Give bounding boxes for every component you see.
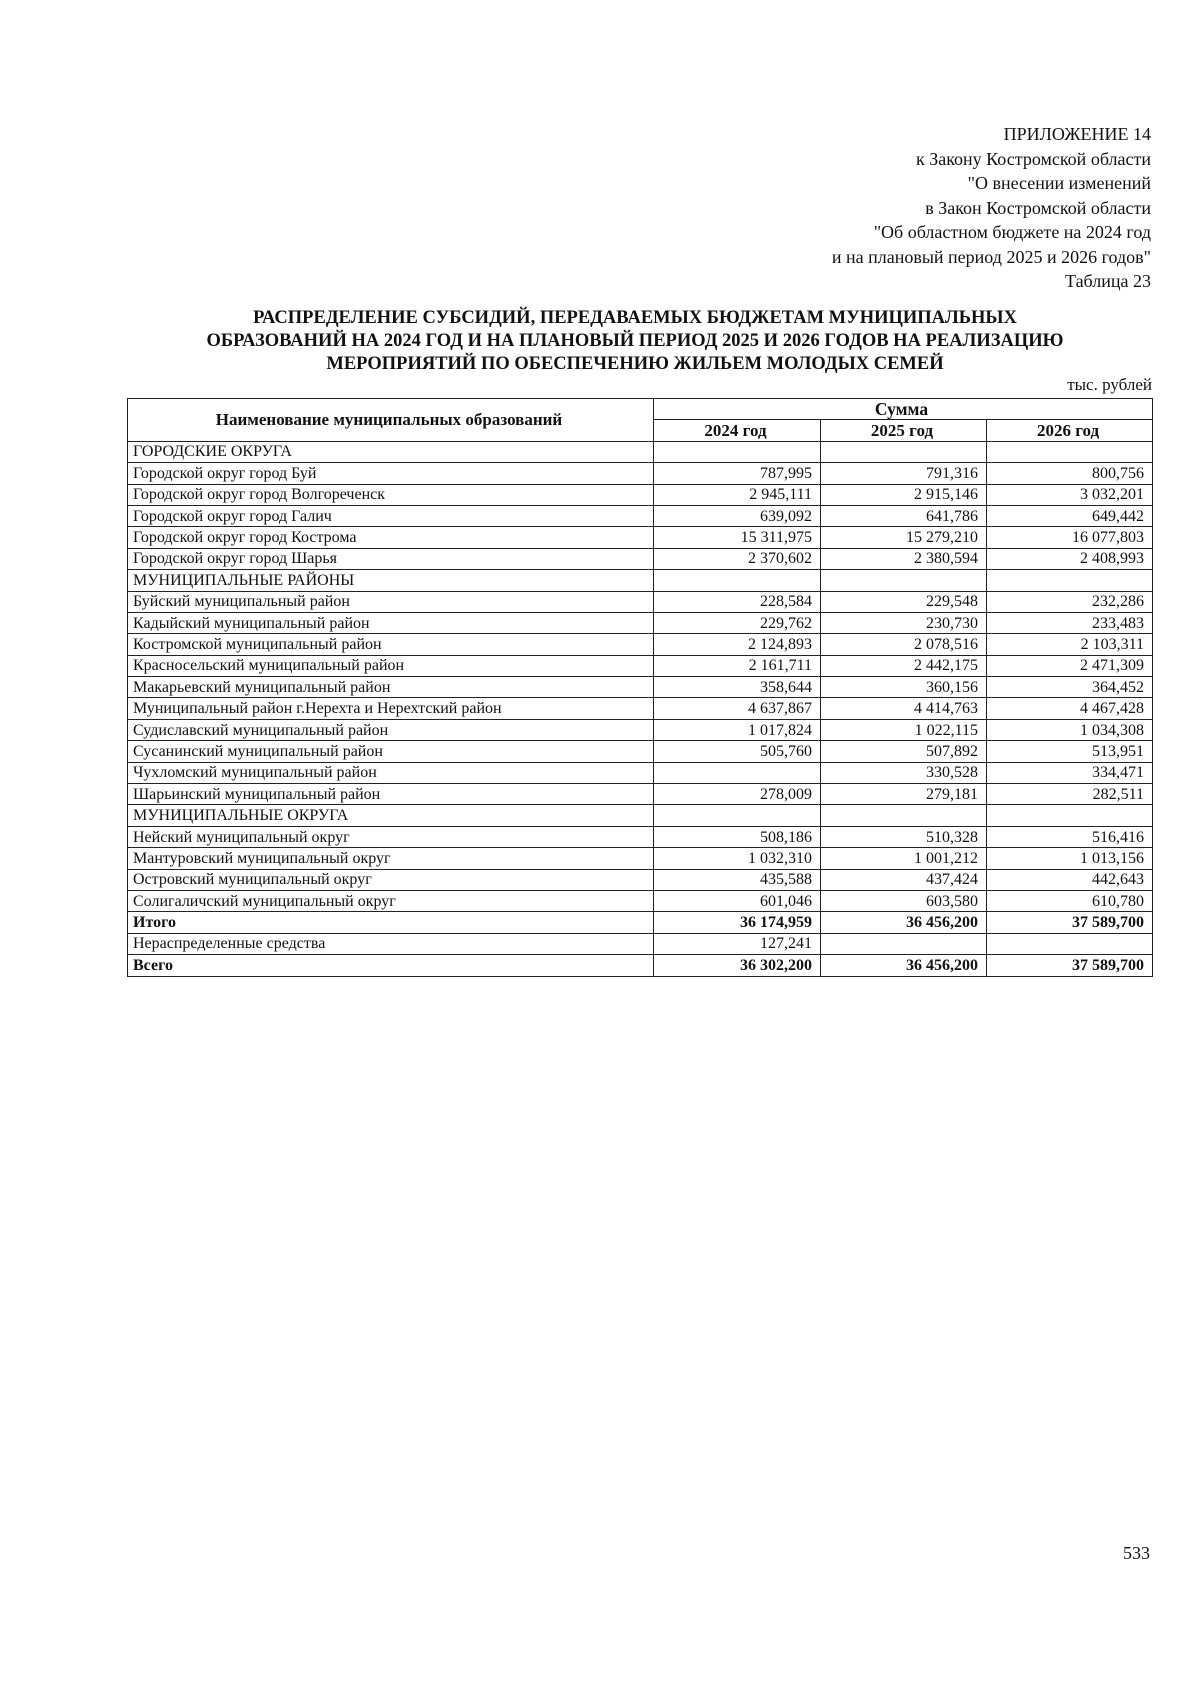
- value-cell-2024: [654, 762, 821, 783]
- row-name-cell: Городской округ город Шарья: [128, 548, 654, 569]
- value-cell-2024: 505,760: [654, 741, 821, 762]
- row-name-cell: Муниципальный район г.Нерехта и Нерехтский район: [128, 698, 654, 719]
- table-row: [128, 463, 1153, 484]
- value-cell-2026: [987, 933, 1153, 954]
- total-row: [128, 955, 1153, 976]
- total-row: [128, 912, 1153, 933]
- appendix-line: "Об областном бюджете на 2024 год: [873, 222, 1151, 242]
- row-name-cell: МУНИЦИПАЛЬНЫЕ ОКРУГА: [128, 805, 654, 826]
- value-cell-2024: 4 637,867: [654, 698, 821, 719]
- value-cell-2024: 601,046: [654, 890, 821, 911]
- table-row: [128, 848, 1153, 869]
- value-cell-2025: 330,528: [821, 762, 987, 783]
- value-cell-2024: [654, 570, 821, 591]
- table-row: [128, 698, 1153, 719]
- appendix-line: ПРИЛОЖЕНИЕ 14: [1003, 124, 1151, 144]
- row-name-cell: Городской округ город Кострома: [128, 527, 654, 548]
- value-cell-2024: 2 161,711: [654, 655, 821, 676]
- table-row: [128, 612, 1153, 633]
- value-cell-2025: 229,548: [821, 591, 987, 612]
- section-row: [128, 441, 1153, 462]
- value-cell-2026: 1 013,156: [987, 848, 1153, 869]
- value-cell-2026: 16 077,803: [987, 527, 1153, 548]
- table-row: [128, 505, 1153, 526]
- row-name-cell: Итого: [128, 912, 654, 933]
- table-row: [128, 933, 1153, 954]
- value-cell-2026: 3 032,201: [987, 484, 1153, 505]
- row-name-cell: Городской округ город Волгореченск: [128, 484, 654, 505]
- value-cell-2024: 435,588: [654, 869, 821, 890]
- value-cell-2025: 36 456,200: [821, 955, 987, 976]
- value-cell-2025: 641,786: [821, 505, 987, 526]
- document-title: [120, 307, 1150, 376]
- units-label: тыс. рублей: [1067, 375, 1152, 394]
- value-cell-2025: 791,316: [821, 463, 987, 484]
- value-cell-2026: 334,471: [987, 762, 1153, 783]
- value-cell-2024: 508,186: [654, 826, 821, 847]
- table-number: Таблица 23: [1065, 271, 1151, 291]
- table-body: [128, 441, 1153, 976]
- row-name-cell: Нейский муниципальный округ: [128, 826, 654, 847]
- table-row: [128, 826, 1153, 847]
- table-row: [128, 784, 1153, 805]
- value-cell-2026: 364,452: [987, 677, 1153, 698]
- value-cell-2026: 2 408,993: [987, 548, 1153, 569]
- value-cell-2026: 610,780: [987, 890, 1153, 911]
- value-cell-2024: [654, 441, 821, 462]
- value-cell-2025: 15 279,210: [821, 527, 987, 548]
- row-name-cell: МУНИЦИПАЛЬНЫЕ РАЙОНЫ: [128, 570, 654, 591]
- value-cell-2025: 2 078,516: [821, 634, 987, 655]
- value-cell-2024: 358,644: [654, 677, 821, 698]
- value-cell-2024: 2 945,111: [654, 484, 821, 505]
- row-name-cell: Городской округ город Буй: [128, 463, 654, 484]
- appendix-line: в Закон Костромской области: [925, 197, 1151, 218]
- row-name-cell: Сусанинский муниципальный район: [128, 741, 654, 762]
- row-name-cell: Солигаличский муниципальный округ: [128, 890, 654, 911]
- value-cell-2024: 127,241: [654, 933, 821, 954]
- title-line: МЕРОПРИЯТИЙ ПО ОБЕСПЕЧЕНИЮ ЖИЛЬЕМ МОЛОДЫХ СЕМЕЙ: [326, 354, 944, 374]
- value-cell-2026: [987, 441, 1153, 462]
- row-name-cell: Судиславский муниципальный район: [128, 719, 654, 740]
- header-year-2025: 2025 год: [821, 420, 987, 441]
- value-cell-2024: 639,092: [654, 505, 821, 526]
- title-line: РАСПРЕДЕЛЕНИЕ СУБСИДИЙ, ПЕРЕДАВАЕМЫХ БЮДЖЕТАМ МУНИЦИПАЛЬНЫХ: [253, 308, 1017, 328]
- row-name-cell: Шарьинский муниципальный район: [128, 784, 654, 805]
- row-name-cell: Островский муниципальный округ: [128, 869, 654, 890]
- value-cell-2026: [987, 570, 1153, 591]
- table-row: [128, 677, 1153, 698]
- value-cell-2024: [654, 805, 821, 826]
- table-row: [128, 634, 1153, 655]
- row-name-cell: Чухломский муниципальный район: [128, 762, 654, 783]
- row-name-cell: Костромской муниципальный район: [128, 634, 654, 655]
- value-cell-2025: [821, 441, 987, 462]
- value-cell-2025: [821, 805, 987, 826]
- value-cell-2025: 36 456,200: [821, 912, 987, 933]
- table-row: [128, 527, 1153, 548]
- table-row: [128, 719, 1153, 740]
- table-row: [128, 741, 1153, 762]
- title-line: ОБРАЗОВАНИЙ НА 2024 ГОД И НА ПЛАНОВЫЙ ПЕРИОД 2025 И 2026 ГОДОВ НА РЕАЛИЗАЦИЮ: [206, 331, 1064, 351]
- row-name-cell: Красносельский муниципальный район: [128, 655, 654, 676]
- value-cell-2024: 15 311,975: [654, 527, 821, 548]
- value-cell-2026: 2 103,311: [987, 634, 1153, 655]
- header-name: Наименование муниципальных образований: [128, 399, 654, 442]
- value-cell-2024: 2 124,893: [654, 634, 821, 655]
- value-cell-2026: 232,286: [987, 591, 1153, 612]
- value-cell-2025: 2 442,175: [821, 655, 987, 676]
- section-row: [128, 805, 1153, 826]
- value-cell-2026: [987, 805, 1153, 826]
- table-row: [128, 890, 1153, 911]
- table-row: [128, 869, 1153, 890]
- value-cell-2024: 36 302,200: [654, 955, 821, 976]
- row-name-cell: Кадыйский муниципальный район: [128, 612, 654, 633]
- row-name-cell: ГОРОДСКИЕ ОКРУГА: [128, 441, 654, 462]
- appendix-block: [832, 122, 1151, 294]
- value-cell-2025: 507,892: [821, 741, 987, 762]
- value-cell-2024: 1 017,824: [654, 719, 821, 740]
- value-cell-2025: [821, 570, 987, 591]
- value-cell-2024: 228,584: [654, 591, 821, 612]
- value-cell-2026: 37 589,700: [987, 912, 1153, 933]
- value-cell-2024: 1 032,310: [654, 848, 821, 869]
- value-cell-2025: 4 414,763: [821, 698, 987, 719]
- row-name-cell: Мантуровский муниципальный округ: [128, 848, 654, 869]
- table-row: [128, 591, 1153, 612]
- value-cell-2025: 510,328: [821, 826, 987, 847]
- value-cell-2026: 282,511: [987, 784, 1153, 805]
- section-row: [128, 570, 1153, 591]
- value-cell-2026: 4 467,428: [987, 698, 1153, 719]
- value-cell-2025: 1 001,212: [821, 848, 987, 869]
- value-cell-2024: 2 370,602: [654, 548, 821, 569]
- value-cell-2026: 1 034,308: [987, 719, 1153, 740]
- row-name-cell: Нераспределенные средства: [128, 933, 654, 954]
- table-row: [128, 484, 1153, 505]
- value-cell-2026: 233,483: [987, 612, 1153, 633]
- subsidy-table: [127, 398, 1153, 977]
- table-row: [128, 655, 1153, 676]
- page-number: 533: [1123, 1543, 1150, 1563]
- row-name-cell: Городской округ город Галич: [128, 505, 654, 526]
- value-cell-2025: 437,424: [821, 869, 987, 890]
- row-name-cell: Всего: [128, 955, 654, 976]
- table-row: [128, 762, 1153, 783]
- value-cell-2026: 800,756: [987, 463, 1153, 484]
- header-year-2026: 2026 год: [987, 420, 1153, 441]
- value-cell-2026: 2 471,309: [987, 655, 1153, 676]
- value-cell-2025: 230,730: [821, 612, 987, 633]
- value-cell-2026: 442,643: [987, 869, 1153, 890]
- value-cell-2024: 278,009: [654, 784, 821, 805]
- value-cell-2025: 2 380,594: [821, 548, 987, 569]
- value-cell-2025: 1 022,115: [821, 719, 987, 740]
- value-cell-2025: 2 915,146: [821, 484, 987, 505]
- row-name-cell: Макарьевский муниципальный район: [128, 677, 654, 698]
- value-cell-2026: 516,416: [987, 826, 1153, 847]
- value-cell-2026: 649,442: [987, 505, 1153, 526]
- value-cell-2026: 513,951: [987, 741, 1153, 762]
- value-cell-2024: 787,995: [654, 463, 821, 484]
- value-cell-2024: 36 174,959: [654, 912, 821, 933]
- value-cell-2024: 229,762: [654, 612, 821, 633]
- value-cell-2025: 603,580: [821, 890, 987, 911]
- row-name-cell: Буйский муниципальный район: [128, 591, 654, 612]
- appendix-line: "О внесении изменений: [967, 173, 1151, 193]
- value-cell-2025: 360,156: [821, 677, 987, 698]
- table-row: [128, 548, 1153, 569]
- header-year-2024: 2024 год: [654, 420, 821, 441]
- value-cell-2025: 279,181: [821, 784, 987, 805]
- appendix-line: к Закону Костромской области: [915, 148, 1151, 169]
- header-sum: Сумма: [654, 399, 1153, 420]
- value-cell-2026: 37 589,700: [987, 955, 1153, 976]
- value-cell-2025: [821, 933, 987, 954]
- appendix-line: и на плановый период 2025 и 2026 годов": [831, 246, 1151, 267]
